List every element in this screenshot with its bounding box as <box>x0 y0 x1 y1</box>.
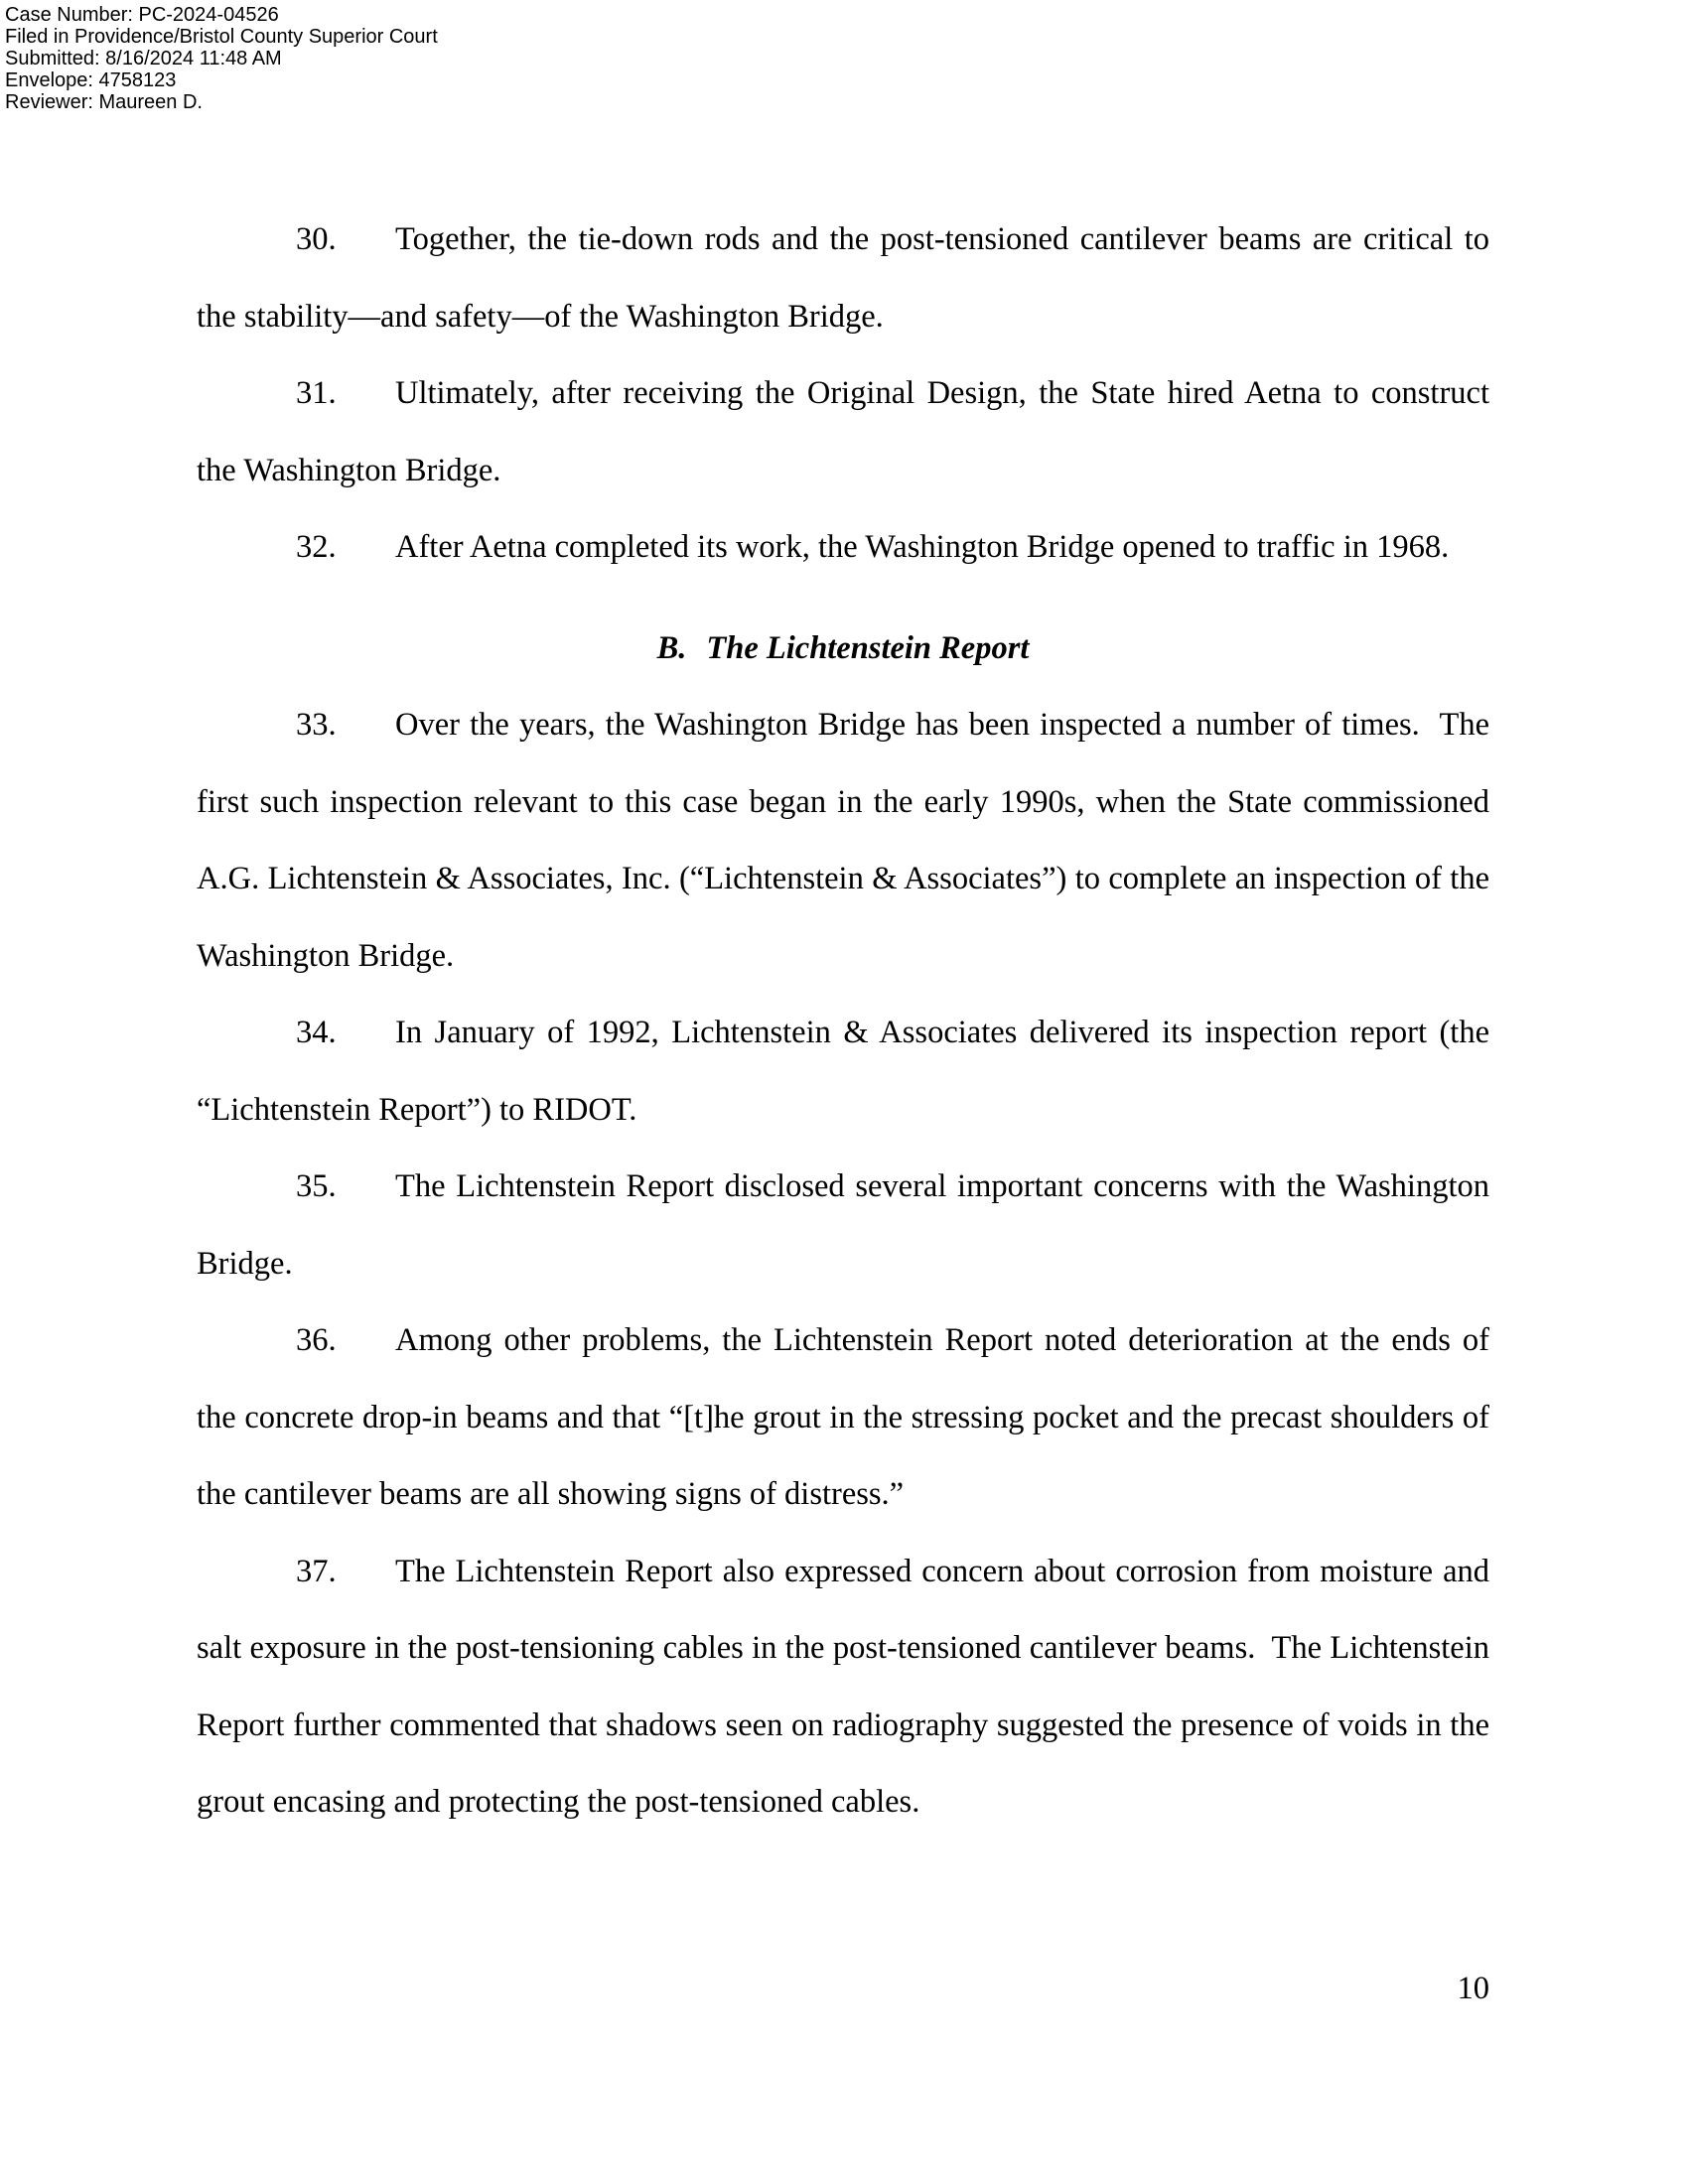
document-body <box>197 202 1489 1842</box>
stamp-court: Filed in Providence/Bristol County Superior Court <box>5 26 438 48</box>
paragraph-text: Over the years, the Washington Bridge has been inspected a number of times. The first such inspection relevant to this case began in the early 1990s, when the State commissioned A.G. Lichtenstein & Associates, Inc. (“Lichtenstein & Associates”) to complete an inspection of the Washington Bridge. <box>197 707 1489 974</box>
paragraph-number: 32. <box>296 529 337 565</box>
paragraph-text: Together, the tie-down rods and the post-tensioned cantilever beams are critical to the stability—and safety—of the Washington Bridge. <box>197 221 1489 335</box>
paragraph-31 <box>197 355 1489 509</box>
stamp-reviewer: Reviewer: Maureen D. <box>5 91 203 113</box>
paragraph-number: 34. <box>296 1015 337 1050</box>
paragraph-text: Ultimately, after receiving the Original Design, the State hired Aetna to construct the Washington Bridge. <box>197 375 1489 488</box>
paragraph-number: 36. <box>296 1322 337 1358</box>
paragraph-text: The Lichtenstein Report also expressed concern about corrosion from moisture and salt exposure in the post-tensioning cables in the post-tensioned cantilever beams. The Lichtenstein Report further commented that shadows seen on radiography suggested the presence of voids in the grout encasing and protecting the post-tensioned cables. <box>197 1553 1489 1820</box>
paragraph-text: Among other problems, the Lichtenstein Report noted deterioration at the ends of the concrete drop-in beams and that “[t]he grout in the stressing pocket and the precast shoulders of the cantilever beams are all showing signs of distress.” <box>197 1322 1489 1512</box>
paragraph-number: 33. <box>296 707 337 743</box>
stamp-submitted: Submitted: 8/16/2024 11:48 AM <box>5 48 282 69</box>
paragraph-34 <box>197 995 1489 1149</box>
stamp-envelope: Envelope: 4758123 <box>5 69 177 91</box>
paragraph-text: The Lichtenstein Report disclosed several important concerns with the Washington Bridge. <box>197 1168 1489 1282</box>
paragraph-number: 35. <box>296 1168 337 1204</box>
paragraph-30 <box>197 202 1489 355</box>
page-number: 10 <box>1457 1971 1489 2006</box>
paragraph-number: 30. <box>296 221 337 257</box>
paragraph-text: In January of 1992, Lichtenstein & Associates delivered its inspection report (the “Lichtenstein Report”) to RIDOT. <box>197 1015 1489 1128</box>
filing-stamp <box>5 4 438 113</box>
paragraph-number: 37. <box>296 1553 337 1589</box>
paragraph-35 <box>197 1149 1489 1302</box>
section-heading-title: The Lichtenstein Report <box>706 629 1030 666</box>
paragraph-number: 31. <box>296 375 337 411</box>
section-heading <box>197 611 1489 688</box>
paragraph-33 <box>197 687 1489 995</box>
section-heading-label: B. <box>656 629 687 666</box>
paragraph-32 <box>197 509 1489 587</box>
paragraph-text: After Aetna completed its work, the Washington Bridge opened to traffic in 1968. <box>395 529 1450 565</box>
paragraph-37 <box>197 1534 1489 1842</box>
paragraph-36 <box>197 1302 1489 1534</box>
stamp-case-number: Case Number: PC-2024-04526 <box>5 4 279 26</box>
